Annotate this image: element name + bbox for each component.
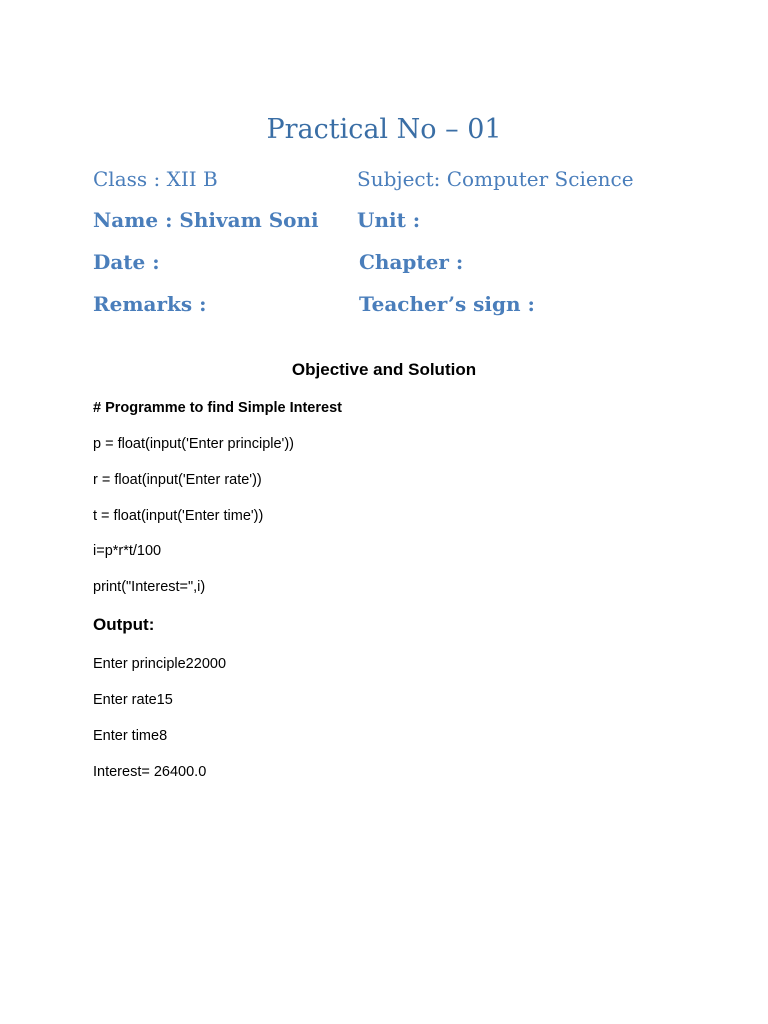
output-line: Interest= 26400.0 [93,764,207,780]
output-heading: Output: [93,615,155,634]
class-field: Class : XII B [93,167,218,191]
output-line: Enter time8 [93,728,168,744]
code-line: print("Interest=",i) [93,579,206,595]
unit-field: Unit : [357,208,421,232]
output-line: Enter principle22000 [93,656,227,672]
remarks-field: Remarks : [93,292,207,316]
page-title: Practical No – 01 [266,114,502,145]
teacher-sign-field: Teacher’s sign : [359,292,535,316]
code-line: p = float(input('Enter principle')) [93,436,294,452]
code-comment: # Programme to find Simple Interest [93,400,342,416]
date-field: Date : [93,250,160,274]
chapter-field: Chapter : [359,250,464,274]
code-line: r = float(input('Enter rate')) [93,472,262,488]
name-field: Name : Shivam Soni [93,208,319,232]
section-heading: Objective and Solution [291,360,477,379]
code-line: i=p*r*t/100 [93,543,162,559]
code-line: t = float(input('Enter time')) [93,508,264,524]
subject-field: Subject: Computer Science [357,167,634,191]
output-line: Enter rate15 [93,692,173,708]
